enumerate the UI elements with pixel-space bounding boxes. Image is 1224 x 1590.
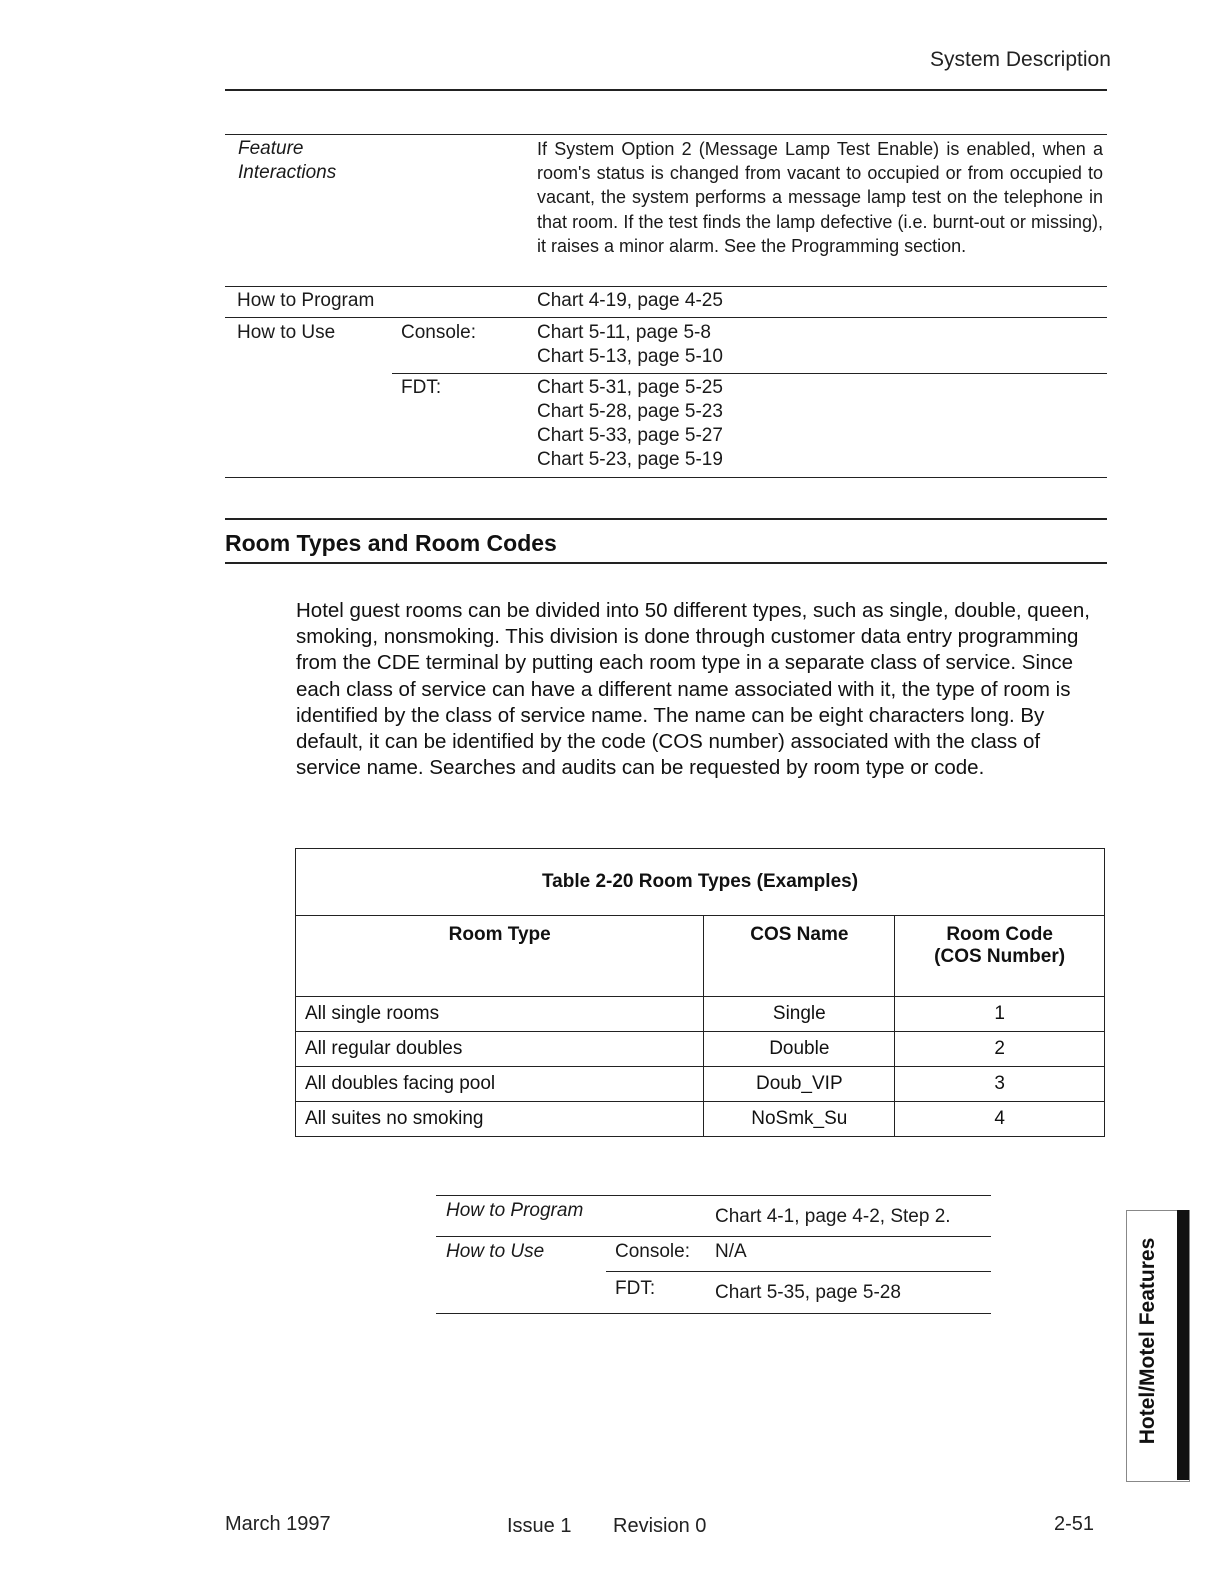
column-header-room-type: Room Type xyxy=(296,916,704,997)
program-table-bottom-rule xyxy=(436,1313,991,1314)
section-bottom-rule xyxy=(225,562,1107,564)
program-table-top-rule xyxy=(436,1195,991,1196)
fdt-value: Chart 5-23, page 5-19 xyxy=(537,449,723,470)
cos-name-cell: NoSmk_Su xyxy=(704,1102,895,1137)
section-paragraph: Hotel guest rooms can be divided into 50 different types, such as single, double, queen, smoking, nonsmoking. This division is done through customer data entry programming from the CDE terminal by putting each room type in a separate class of service. Since each class of service can have a different name associated with it, the type of room is identified by the class of service name. The name can be eight characters long. By default, it can be identified by the code (COS number) associated with the class of service name. Searches and audits can be requested by room type or code. xyxy=(296,599,1090,780)
program-table-rule-1 xyxy=(436,1236,991,1237)
program-table-rule-2 xyxy=(606,1271,991,1272)
console-label: Console: xyxy=(401,322,476,343)
side-tab-label: Hotel/Motel Features xyxy=(1136,1237,1159,1445)
room-type-cell: All regular doubles xyxy=(296,1032,704,1067)
how-to-program-label: How to Program xyxy=(237,290,375,311)
table-caption: Table 2-20 Room Types (Examples) xyxy=(296,849,1105,916)
program-table-console-value: N/A xyxy=(715,1241,747,1262)
table-row xyxy=(296,997,1105,1032)
feature-interactions-label: Feature Interactions xyxy=(238,138,337,183)
feature-table-rule-2 xyxy=(225,317,1107,318)
program-table-program-value: Chart 4-1, page 4-2, Step 2. xyxy=(715,1206,951,1227)
feature-table-bottom-rule xyxy=(225,477,1107,478)
room-code-cell: 3 xyxy=(895,1067,1105,1102)
fdt-values xyxy=(537,376,723,472)
console-value: Chart 5-11, page 5-8 xyxy=(537,322,711,343)
console-values xyxy=(537,321,723,369)
feature-interactions-text: If System Option 2 (Message Lamp Test Enable) is enabled, when a room's status is changed from vacant to occupied or from occupied to vacant, the system performs a message lamp test on the telephone in that room. If the test finds the lamp defective (i.e. burnt-out or missing), it raises a minor alarm. See the Programming section. xyxy=(537,139,1103,256)
side-tab-bar xyxy=(1177,1210,1189,1480)
cos-name-cell: Single xyxy=(704,997,895,1032)
room-type-cell: All doubles facing pool xyxy=(296,1067,704,1102)
how-to-program-value: Chart 4-19, page 4-25 xyxy=(537,290,723,311)
program-table-program-label: How to Program xyxy=(446,1200,584,1221)
fdt-label: FDT: xyxy=(401,377,442,398)
column-header-room-code: Room Code (COS Number) xyxy=(895,916,1105,997)
feature-table-top-rule xyxy=(225,134,1107,135)
feature-table-rule-1 xyxy=(225,286,1107,287)
room-code-cell: 4 xyxy=(895,1102,1105,1137)
footer-date: March 1997 xyxy=(225,1513,331,1535)
header-rule xyxy=(225,89,1107,91)
fdt-value: Chart 5-31, page 5-25 xyxy=(537,377,723,398)
program-table-fdt-value: Chart 5-35, page 5-28 xyxy=(715,1282,901,1303)
column-header-cos-name: COS Name xyxy=(704,916,895,997)
footer-page-number: 2-51 xyxy=(1054,1513,1095,1535)
footer-issue: Issue 1 xyxy=(507,1515,572,1537)
room-code-cell: 2 xyxy=(895,1032,1105,1067)
table-row xyxy=(296,1067,1105,1102)
feature-table-rule-3 xyxy=(392,373,1107,374)
fdt-value: Chart 5-33, page 5-27 xyxy=(537,425,723,446)
program-table-console-label: Console: xyxy=(615,1241,690,1262)
cos-name-cell: Doub_VIP xyxy=(704,1067,895,1102)
table-row xyxy=(296,1032,1105,1067)
how-to-use-label: How to Use xyxy=(237,322,336,343)
program-table-fdt-label: FDT: xyxy=(615,1278,656,1299)
room-type-cell: All suites no smoking xyxy=(296,1102,704,1137)
footer-revision: Revision 0 xyxy=(613,1515,707,1537)
program-table-use-label: How to Use xyxy=(446,1241,545,1262)
cos-name-cell: Double xyxy=(704,1032,895,1067)
section-title: Room Types and Room Codes xyxy=(225,530,557,556)
console-value: Chart 5-13, page 5-10 xyxy=(537,346,723,367)
section-top-rule xyxy=(225,518,1107,520)
room-type-cell: All single rooms xyxy=(296,997,704,1032)
room-types-table xyxy=(295,848,1105,1137)
page-header-title: System Description xyxy=(930,48,1111,71)
table-row xyxy=(296,1102,1105,1137)
fdt-value: Chart 5-28, page 5-23 xyxy=(537,401,723,422)
room-code-cell: 1 xyxy=(895,997,1105,1032)
